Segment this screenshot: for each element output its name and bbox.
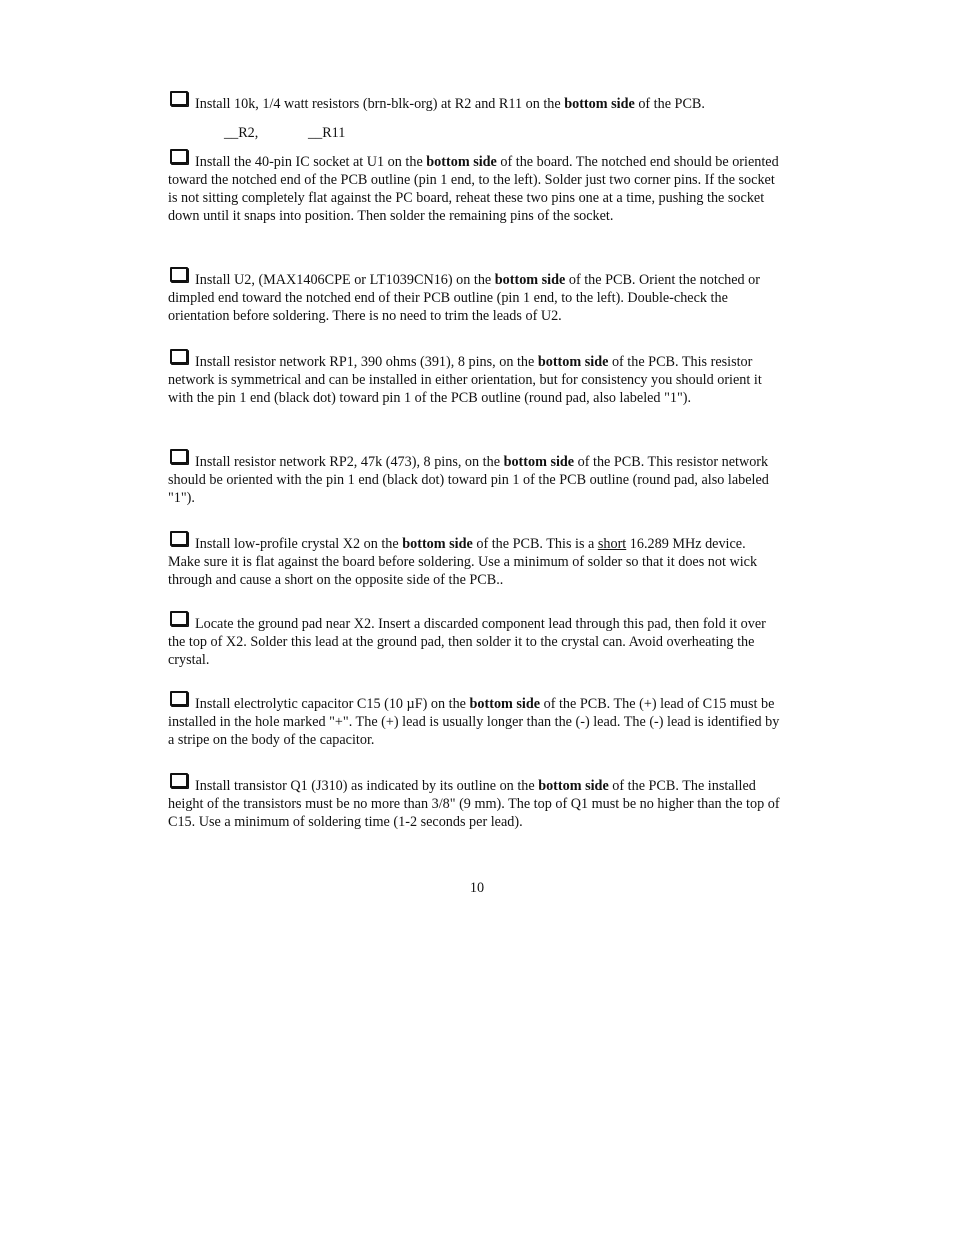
step-text: Install 10k, 1/4 watt resistors (brn-blk-org) at R2 and R11 on the <box>195 96 565 112</box>
emphasis-text: bottom side <box>538 778 609 794</box>
checklist-item-r2[interactable]: __R2, <box>224 125 259 141</box>
step-checkbox[interactable] <box>170 611 188 626</box>
step-install-x2 <box>168 534 780 590</box>
step-checkbox[interactable] <box>170 267 188 282</box>
step-install-u1-socket <box>168 152 780 226</box>
emphasis-text: bottom side <box>402 536 473 552</box>
step-ground-x2 <box>168 614 780 670</box>
step-checkbox[interactable] <box>170 149 188 164</box>
step-text: of the PCB. This resistor network is symmetrical and can be installed in either orientation, but for consistency you should orient it with the pin 1 end (black dot) toward pin 1 of the PCB outline (round pad, also labeled "1"). <box>168 354 762 406</box>
step-text: of the board. The notched end should be oriented toward the notched end of the PCB outline (pin 1 end, to the left). Solder just two corner pins. If the socket is not sitting completely flat against the PC board, reheat these two pins one at a time, pushing the socket down until it snaps into position. Then solder the remaining pins of the socket. <box>168 154 779 224</box>
step-text: of the PCB. The (+) lead of C15 must be installed in the hole marked "+". The (+) lead is usually longer than the (-) lead. The (-) lead is identified by a stripe on the body of the capacitor. <box>168 696 780 748</box>
step-text: of the PCB. This is a <box>472 536 598 552</box>
step-text: of the PCB. Orient the notched or dimpled end toward the notched end of their PCB outline (pin 1 end, to the left). Double-check the orientation before soldering. There is no need to trim the leads of U2. <box>168 272 760 324</box>
emphasis-text: bottom side <box>537 354 609 370</box>
step-text: Install transistor Q1 (J310) as indicated by its outline on the <box>195 778 539 794</box>
step-install-u2 <box>168 270 780 326</box>
step-install-rp2 <box>168 452 780 508</box>
step-text: Install resistor network RP1, 390 ohms (391), 8 pins, on the <box>195 354 538 370</box>
step-text: Install the 40-pin IC socket at U1 on the <box>195 154 427 170</box>
step-text: of the PCB. The installed height of the transistors must be no more than 3/8" (9 mm). The top of Q1 must be no higher than the top of C15. Use a minimum of soldering time (1-2 seconds per lead). <box>168 778 780 830</box>
step-install-c15 <box>168 694 780 750</box>
step-text: Install low-profile crystal X2 on the <box>195 536 403 552</box>
emphasis-text: bottom side <box>469 696 541 712</box>
underlined-text: short <box>597 536 627 552</box>
resistor-checklist <box>224 125 345 142</box>
step-text: Install electrolytic capacitor C15 (10 µF) on the <box>195 696 470 712</box>
step-install-rp1 <box>168 352 780 408</box>
step-checkbox[interactable] <box>170 691 188 706</box>
step-checkbox[interactable] <box>170 91 188 106</box>
step-checkbox[interactable] <box>170 349 188 364</box>
page-number: 10 <box>469 880 485 896</box>
step-checkbox[interactable] <box>170 531 188 546</box>
step-checkbox[interactable] <box>170 449 188 464</box>
emphasis-text: bottom side <box>426 154 497 170</box>
checklist-item-r11[interactable]: __R11 <box>308 125 346 141</box>
step-text: of the PCB. <box>634 96 705 112</box>
step-text: 16.289 MHz device. Make sure it is flat against the board before soldering. Use a minimum of solder so that it does not wick through and cause a short on the opposite side of the PCB.. <box>168 536 758 588</box>
emphasis-text: bottom side <box>503 454 575 470</box>
emphasis-text: bottom side <box>494 272 566 288</box>
step-text: Install resistor network RP2, 47k (473), 8 pins, on the <box>195 454 504 470</box>
step-checkbox[interactable] <box>170 773 188 788</box>
step-text: Locate the ground pad near X2. Insert a discarded component lead through this pad, then fold it over the top of X2. Solder this lead at the ground pad, then solder it to the crystal can. Avoid overheating the crystal. <box>168 616 766 668</box>
step-text: Install U2, (MAX1406CPE or LT1039CN16) on the <box>195 272 495 288</box>
emphasis-text: bottom side <box>564 96 635 112</box>
step-install-q1 <box>168 776 780 832</box>
step-install-r2-r11 <box>168 94 780 141</box>
step-text: of the PCB. This resistor network should be oriented with the pin 1 end (black dot) toward pin 1 of the PCB outline (round pad, also labeled "1"). <box>168 454 769 506</box>
